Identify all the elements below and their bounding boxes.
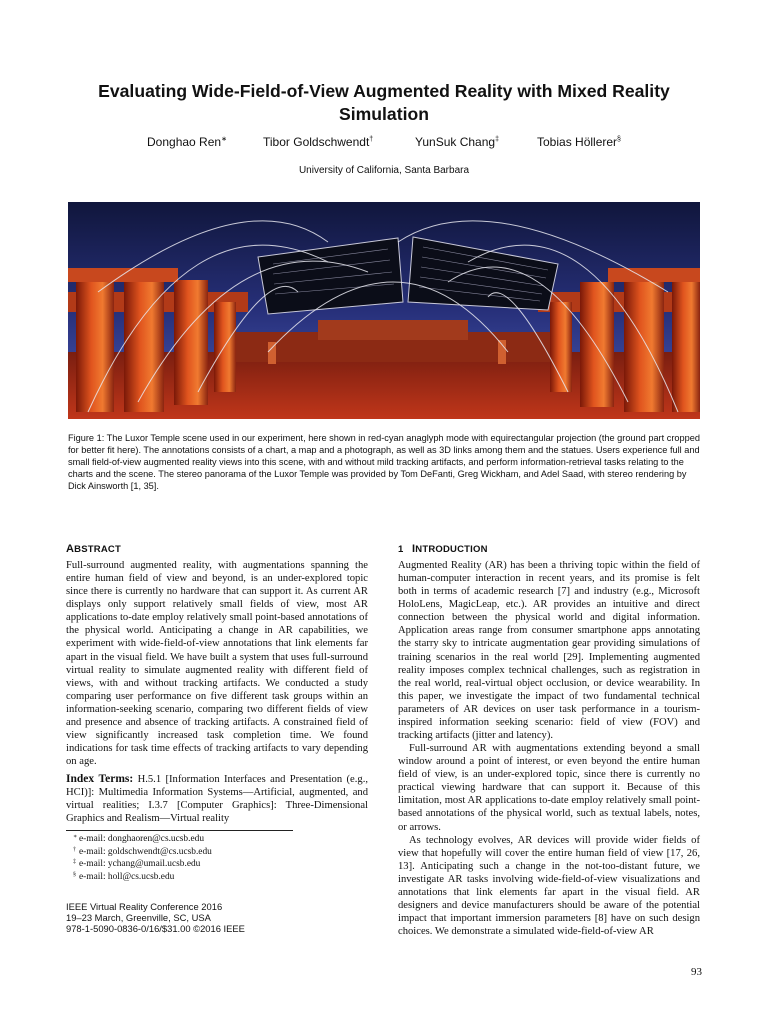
- index-terms: Index Terms: H.5.1 [Information Interfaces and Presentation (e.g., HCI)]: Multimedia Information Systems—Artificial, augmented, and virtual realities; I.3.7 [Computer Graphics]: Three-Dimensional Graphics and Realism—Virtual reality: [66, 773, 368, 825]
- author: Tobias Höllerer§: [537, 135, 621, 149]
- conference-info: IEEE Virtual Reality Conference 2016 19–23 March, Greenville, SC, USA 978-1-5090-0836-0/16/$31.00 ©2016 IEEE: [66, 901, 245, 934]
- page-number: 93: [691, 966, 702, 978]
- panorama-image: [68, 202, 700, 419]
- abstract-text: Full-surround augmented reality, with augmentations spanning the entire human field of view and beyond, is an under-explored topic since there is currently no hardware that can support it. As current AR displays only support relatively small fields of view, most AR applications to-date employ relatively small point-based annotations of the physical world. Anticipating a change in AR capabilities, we experiment with wide-field-of-view annotations that link elements far apart in the visual field. We have built a system that uses full-surround virtual reality to simulate augmented reality with different field of views, with and without tracking artifacts. We conducted a study comparing user performance on five different task groups within an information-seeking scenario, comparing two different fields of view and presence and absence of tracking artifacts. A constrained field of view significantly increased task completion time. We found indications for task time effects of tracking artifacts to vary depending on age.: [66, 560, 368, 768]
- footnote: ‡ e-mail: ychang@umail.ucsb.edu: [73, 859, 201, 869]
- abstract-body: [66, 559, 368, 826]
- author-list: [60, 135, 708, 151]
- figure-luxor-temple-panorama: [68, 202, 700, 419]
- paragraph: As technology evolves, AR devices will provide wider fields of view that hopefully will cover the entire human field of view [17, 26, 13]. Anticipating such a change in the not-too-distant future, we investigate AR tasks involving wide-field-of-view visualizations and annotations that link elements far apart in the visual field. AR designers and device manufacturers should be aware of the potential impact that important immersion parameters [8] have on such design choices. We demonstrate a simulated wide-field-of-view AR: [398, 834, 700, 938]
- affiliation: University of California, Santa Barbara: [298, 165, 470, 176]
- author: YunSuk Chang‡: [415, 135, 499, 149]
- introduction-body: [398, 559, 700, 938]
- footnote: ∗ e-mail: donghaoren@cs.ucsb.edu: [73, 834, 205, 844]
- footnotes: [73, 833, 212, 883]
- paragraph: Full-surround AR with augmentations extending beyond a small window around a point of interest, or even beyond the entire human field of view, is an under-explored topic, since there is currently no practical viewing hardware that can support it. Because of this limitation, most AR applications to-date employ relatively small point-based annotations of the physical world, such as textual labels, notes, or arrows.: [398, 743, 700, 833]
- introduction-heading: 1 INTRODUCTION: [398, 543, 488, 555]
- author: Tibor Goldschwendt†: [263, 135, 374, 149]
- footnote: § e-mail: holl@cs.ucsb.edu: [73, 871, 175, 882]
- figure-caption: Figure 1: The Luxor Temple scene used in our experiment, here shown in red-cyan anaglyph mode with equirectangular projection (the ground part cropped for better fit here). The annotations consists of a chart, a map and a photograph, as well as 3D links among them and the statues. Users experience full and small field-of-view augmented reality views into this scene, with and without mild tracking artifacts, and perform information-retrieval tasks relating to the charts and the scene. The stereo panorama of the Luxor Temple was provided by Tom DeFanti, Greg Wickham, and Adel Saad, with stereo rendering by Dick Ainsworth [1, 35].: [68, 433, 700, 492]
- paper-title-line-2: Simulation: [339, 104, 429, 124]
- footnote-rule: [66, 830, 293, 831]
- paper-title-line-1: Evaluating Wide-Field-of-View Augmented Reality with Mixed Reality: [98, 81, 670, 101]
- author: Donghao Ren∗: [147, 135, 227, 149]
- abstract-heading: ABSTRACT: [66, 543, 121, 555]
- paragraph: Augmented Reality (AR) has been a thriving topic within the field of human-computer interaction in recent years, and its promise is felt both in terms of academic research [7] and industry (e.g., Microsoft HoloLens, MagicLeap, etc.). AR provides an intuitive and direct connection between the physical world and digital information. Application areas range from consumer smartphone apps annotating the starry sky to intricate augmentation gear providing simulations of training scenarios in the real world [29]. Implementing augmented reality imposes complex technical challenges, such as registration in the real world, real-virtual object occlusion, or device wearability. In this paper, we investigate the impact of two fundamental technical parameters of AR devices on user task performance in a tourism-inspired information seeking scenario: field of view (FOV) and tracking artifacts (jitter and latency).: [398, 560, 700, 742]
- paper-title: [60, 80, 708, 126]
- footnote: † e-mail: goldschwendt@cs.ucsb.edu: [73, 846, 212, 857]
